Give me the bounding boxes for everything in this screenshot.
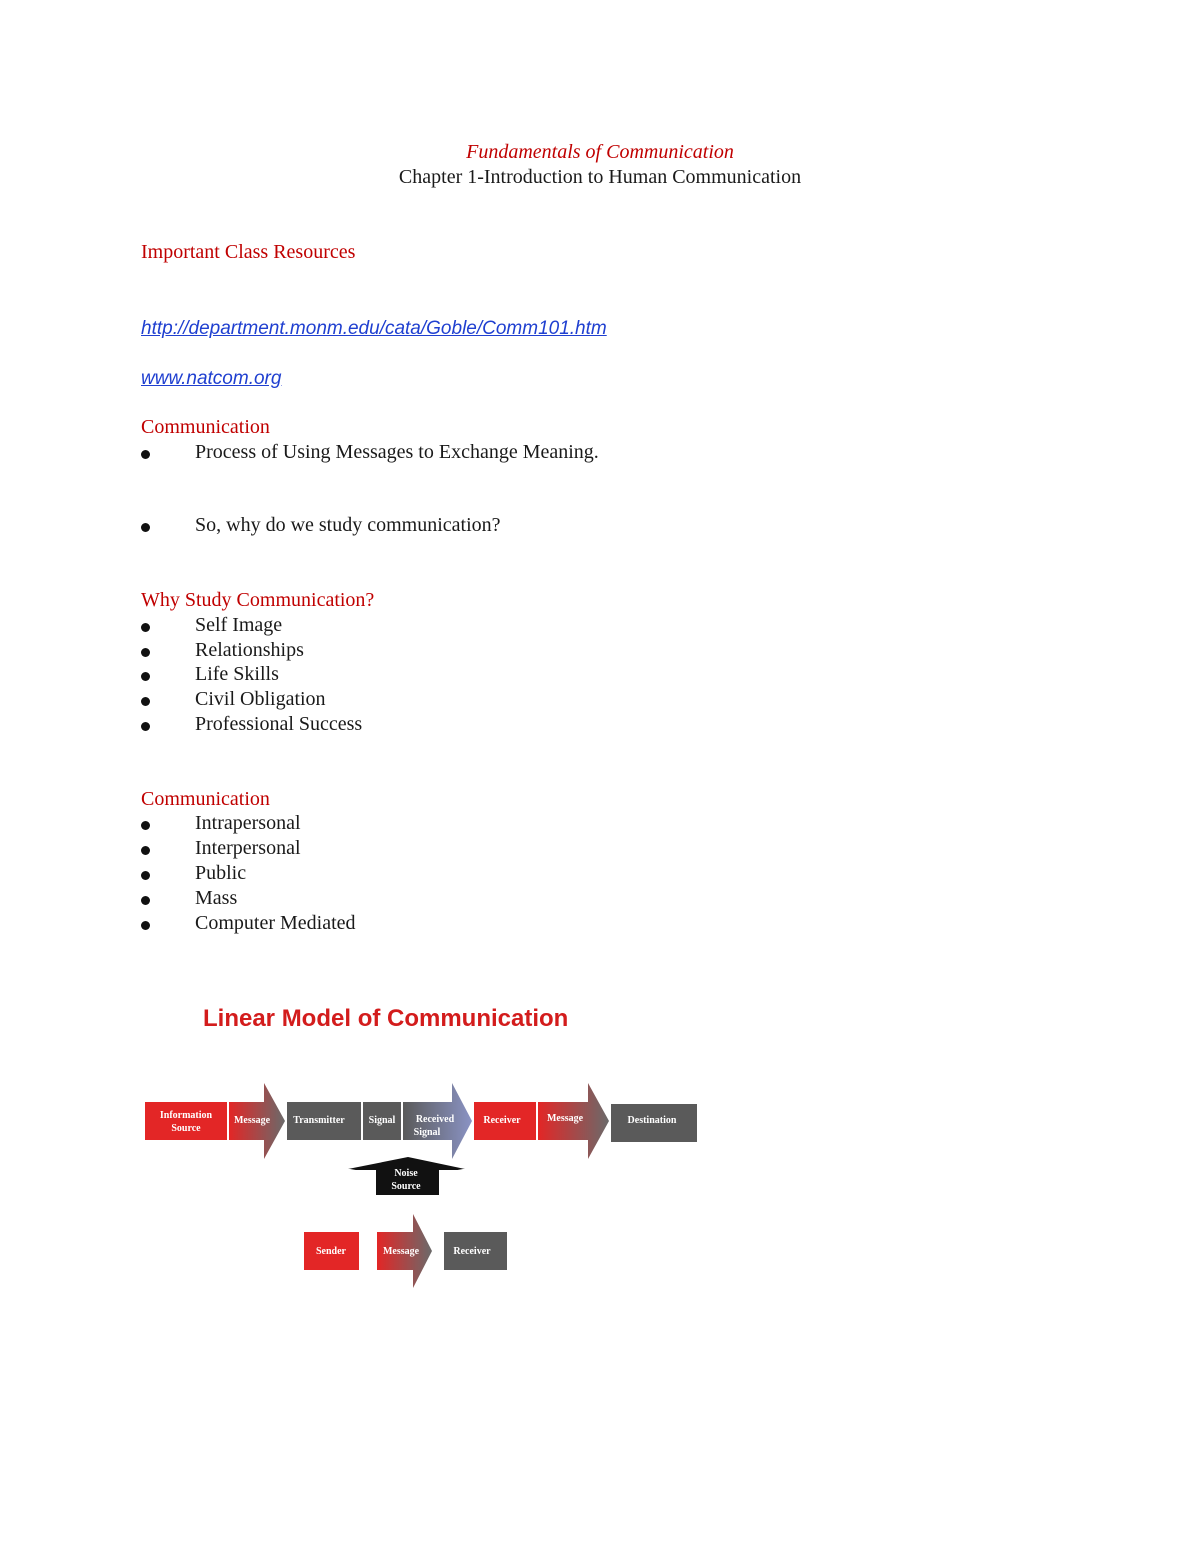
- svg-text:Signal: Signal: [368, 1115, 396, 1126]
- resources-heading: Important Class Resources: [141, 241, 356, 263]
- svg-text:Receiver: Receiver: [453, 1246, 491, 1257]
- why-study-heading: Why Study Communication?: [141, 589, 375, 611]
- document-subtitle: Chapter 1-Introduction to Human Communication: [398, 166, 802, 188]
- document-title: Fundamentals of Communication: [466, 141, 734, 163]
- bullet-icon: [141, 821, 150, 830]
- message-arrow-2: [538, 1083, 609, 1159]
- bullet-icon: [141, 623, 150, 632]
- receiver-box: [474, 1102, 536, 1140]
- sender-box: [304, 1232, 359, 1270]
- svg-text:Message: Message: [382, 1246, 420, 1257]
- received-signal-arrow: [403, 1083, 472, 1159]
- course-link[interactable]: http://department.monm.edu/cata/Goble/Comm101.htm: [141, 318, 607, 339]
- svg-text:Source: Source: [391, 1181, 421, 1192]
- svg-text:Signal: Signal: [413, 1127, 441, 1138]
- destination-box: [611, 1104, 697, 1142]
- transmitter-box: [287, 1102, 361, 1140]
- bullet-icon: [141, 871, 150, 880]
- document-page: Fundamentals of Communication Chapter 1-Introduction to Human Communication Important Class Resources http://department.monm.edu/cata/Goble/Comm101.htm www.natcom.org Communication Process of Using Messages to Exchange Meaning. So, why do we study communication? Why Study Communication? Self Image Relationships Life Skills Civil Obligation Professional Success Communication Intrapersonal Interpersonal Public Mass Computer Mediated Linear Model of Communication Information Source Message Transmitter Signal Received Signal Receiver Message Destination Noise Source Sender Message Receiver: [0, 0, 1200, 1553]
- linear-model-diagram: [140, 990, 710, 1300]
- bullet-icon: [141, 846, 150, 855]
- bottom-message-arrow: [377, 1214, 432, 1288]
- svg-text:Sender: Sender: [316, 1246, 346, 1257]
- svg-text:Noise: Noise: [394, 1168, 418, 1179]
- svg-text:Message: Message: [546, 1113, 584, 1124]
- svg-text:Received: Received: [415, 1114, 455, 1125]
- svg-text:Information: Information: [159, 1110, 213, 1121]
- bullet-icon: [141, 450, 150, 459]
- bullet-icon: [141, 523, 150, 532]
- information-source-box: [145, 1102, 227, 1140]
- bullet-icon: [141, 921, 150, 930]
- communication-types-heading: Communication: [141, 788, 270, 810]
- bottom-receiver-box: [444, 1232, 507, 1270]
- communication-heading: Communication: [141, 416, 270, 438]
- bullet-icon: [141, 896, 150, 905]
- svg-text:Source: Source: [171, 1123, 201, 1134]
- bullet-icon: [141, 648, 150, 657]
- diagram-title: Linear Model of Communication: [203, 1005, 569, 1032]
- bullet-icon: [141, 697, 150, 706]
- bullet-icon: [141, 672, 150, 681]
- signal-box: [363, 1102, 401, 1140]
- noise-source-arrow: [348, 1157, 465, 1195]
- svg-text:Message: Message: [233, 1115, 271, 1126]
- bullet-icon: [141, 722, 150, 731]
- message-arrow: [229, 1083, 285, 1159]
- svg-text:Transmitter: Transmitter: [293, 1115, 345, 1126]
- svg-text:Destination: Destination: [627, 1115, 677, 1126]
- natcom-link[interactable]: www.natcom.org: [141, 368, 282, 389]
- svg-text:Receiver: Receiver: [483, 1115, 521, 1126]
